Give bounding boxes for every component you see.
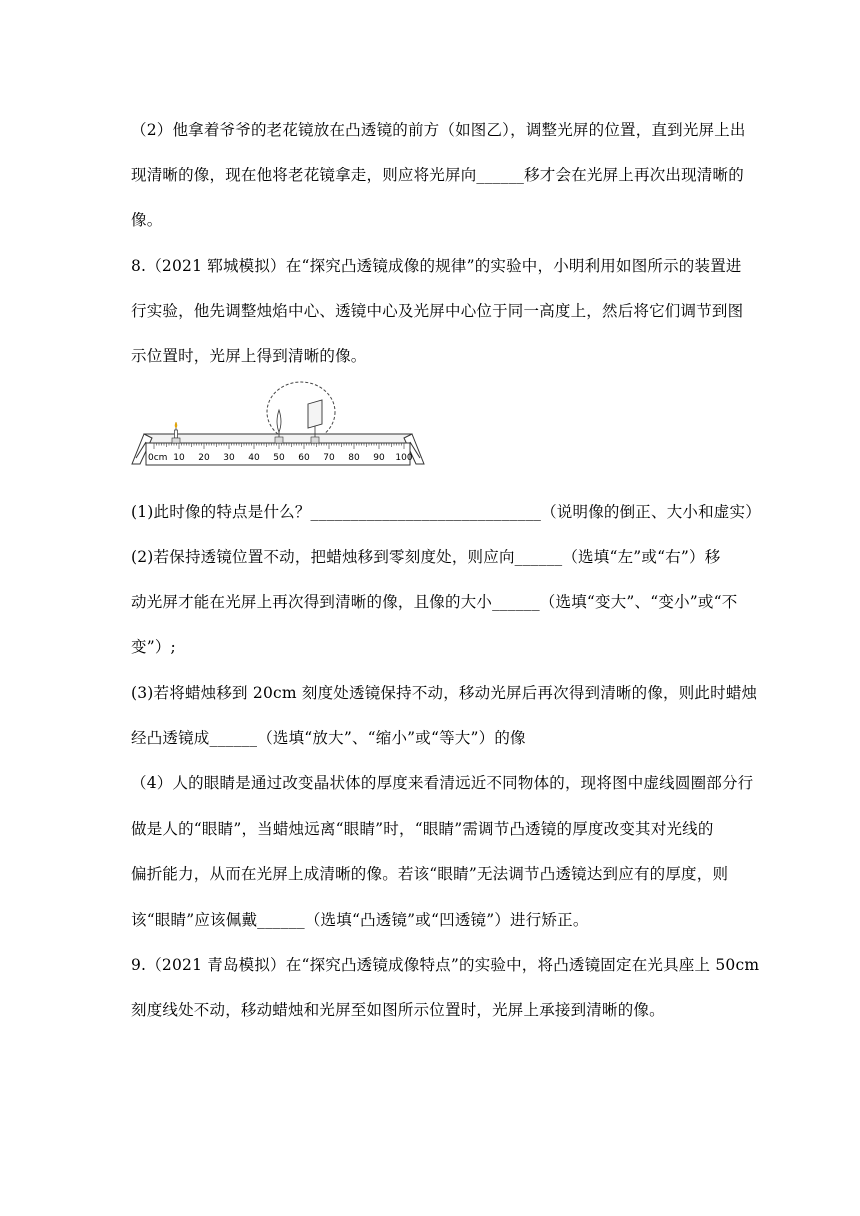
lens-shape [277, 410, 281, 432]
line-18: 刻度线处不动，移动蜡烛和光屏至如图所示位置时，光屏上承接到清晰的像。 [131, 1001, 665, 1019]
candle-holder [172, 438, 180, 443]
line-10: 变”）; [131, 638, 176, 656]
line-5: 行实验，他先调整烛焰中心、透镜中心及光屏中心位于同一高度上，然后将它们调节到图 [131, 302, 744, 320]
eye-dashed-circle [267, 382, 335, 442]
optical-bench-figure [128, 380, 428, 484]
ruler-label: 100 [395, 453, 413, 463]
line-12: 经凸透镜成______（选填“放大”、“缩小”或“等大”）的像 [131, 729, 526, 747]
screen-panel [308, 400, 322, 428]
ruler-label: 90 [373, 453, 385, 463]
line-2: 现清晰的像，现在他将老花镜拿走，则应将光屏向______移才会在光屏上再次出现清晰的 [131, 166, 744, 184]
line-14: 做是人的“眼睛”，当蜡烛远离“眼睛”时，“眼睛”需调节凸透镜的厚度改变其对光线的 [131, 820, 714, 838]
line-13: （4）人的眼睛是通过改变晶状体的厚度来看清远近不同物体的，现将图中虚线圆圈部分行 [131, 774, 754, 792]
ruler-label: 10 [173, 453, 185, 463]
line-9: 动光屏才能在光屏上再次得到清晰的像，且像的大小______（选填“变大”、“变小”或“不 [131, 593, 738, 611]
ruler-label: 30 [223, 453, 235, 463]
ruler-label: 0cm [148, 453, 168, 463]
ruler-label: 80 [348, 453, 360, 463]
line-16: 该“眼睛”应该佩戴______（选填“凸透镜”或“凹透镜”）进行矫正。 [131, 911, 589, 929]
candle [172, 422, 180, 443]
ruler-label: 70 [323, 453, 335, 463]
line-15: 偏折能力，从而在光屏上成清晰的像。若该“眼睛”无法调节凸透镜达到应有的厚度，则 [131, 865, 729, 883]
ruler-label: 60 [298, 453, 310, 463]
candle-body [175, 430, 178, 438]
line-11: (3)若将蜡烛移到 20cm 刻度处透镜保持不动，移动光屏后再次得到清晰的像，则此时蜡烛 [131, 684, 758, 702]
line-7: (1)此时像的特点是什么？_____________________________（说明像的倒正、大小和虚实） [131, 503, 761, 521]
ruler-label: 20 [198, 453, 210, 463]
line-4: 8.（2021 郓城模拟）在“探究凸透镜成像的规律”的实验中，小明利用如图所示的装置进 [131, 257, 742, 275]
line-3: 像。 [131, 211, 163, 229]
line-8: (2)若保持透镜位置不动，把蜡烛移到零刻度处，则应向______（选填“左”或“右”）移 [131, 548, 721, 566]
optical-bench-diagram [128, 380, 428, 484]
line-17: 9.（2021 青岛模拟）在“探究凸透镜成像特点”的实验中，将凸透镜固定在光具座上 50cm [131, 956, 760, 974]
ruler-label: 40 [248, 453, 260, 463]
line-6: 示位置时，光屏上得到清晰的像。 [131, 347, 367, 365]
line-1: （2）他拿着爷爷的老花镜放在凸透镜的前方（如图乙），调整光屏的位置，直到光屏上出 [131, 121, 746, 139]
ruler-label: 50 [273, 453, 285, 463]
candle-flame [175, 422, 177, 428]
lens-holder [275, 437, 283, 443]
convex-lens [275, 410, 283, 443]
screen-holder [311, 437, 319, 443]
